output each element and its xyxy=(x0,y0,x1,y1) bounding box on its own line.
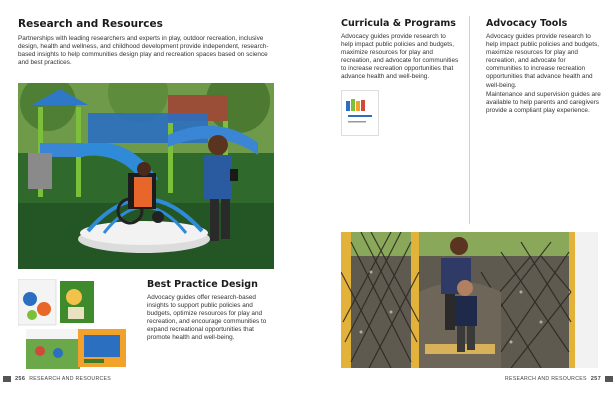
curricula-heading: Curricula & Programs xyxy=(341,18,456,29)
best-practice-heading: Best Practice Design xyxy=(147,279,258,290)
footer-right xyxy=(505,376,613,382)
advocacy-heading: Advocacy Tools xyxy=(486,18,568,29)
advocacy-body: Advocacy guides provide research to help impact public policies and budgets, maximize resources for play and recreation, and advocate for communities to increase recreation opportunities that advance health and well-being. xyxy=(486,33,599,89)
best-practice-body: Advocacy guides offer research-based insights to support public policies and budgets, optimize resources for play and recreation, and encourage communities to expand recreational opportunities that promote health and well-being. xyxy=(147,294,267,342)
footer-marker-left xyxy=(3,376,11,382)
research-heading: Research and Resources xyxy=(18,18,163,30)
curricula-logo xyxy=(341,90,379,136)
section-label-left: RESEARCH AND RESOURCES xyxy=(29,376,112,382)
guide-thumbnails xyxy=(18,279,128,371)
column-divider xyxy=(469,16,470,224)
research-body: Partnerships with leading researchers and experts in play, outdoor recreation, inclusive design, health and wellness, and childhood development provide independent, research-based insights to help communities design play and recreation spaces based on science and best practices. xyxy=(18,35,269,67)
footer-left xyxy=(3,376,111,382)
curricula-body: Advocacy guides provide research to help impact public policies and budgets, maximize resources for play and recreation, and advocate for communities to increase recreation opportunities that advance health and well-being. xyxy=(341,33,459,81)
advocacy-body-maintenance: Maintenance and supervision guides are available to help parents and caregivers provide a compliant play experience. xyxy=(486,91,601,115)
page-number-left: 256 xyxy=(15,376,26,382)
playground-photo xyxy=(18,83,274,269)
footer-marker-right xyxy=(605,376,613,382)
page-number-right: 257 xyxy=(590,376,601,382)
section-label-right: RESEARCH AND RESOURCES xyxy=(504,376,587,382)
rope-net-photo xyxy=(341,232,598,368)
